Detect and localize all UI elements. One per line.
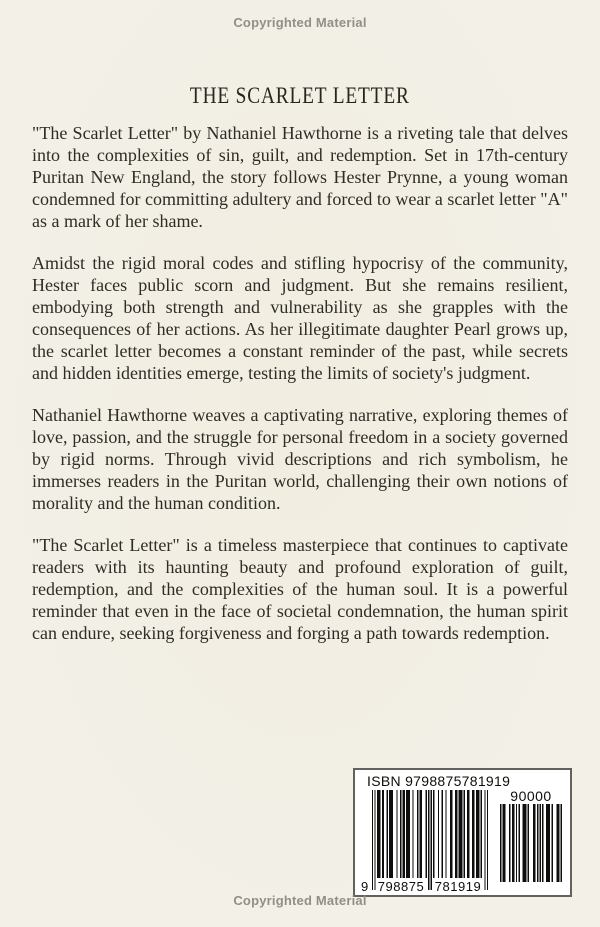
synopsis xyxy=(32,122,568,664)
book-title: THE SCARLET LETTER xyxy=(190,83,410,108)
ean13-barcode xyxy=(361,790,488,896)
synopsis-paragraph-3: Nathaniel Hawthorne weaves a captivating narrative, exploring themes of love, passion, and the struggle for personal freedom in a society governed by rigid norms. Through vivid descriptions and rich symbolism, he immerses readers in the Puritan world, challenging their own notions of morality and the human condition. xyxy=(32,405,568,513)
ean13-left-digits: 798875 xyxy=(377,879,425,894)
synopsis-paragraph-4: "The Scarlet Letter" is a timeless masterpiece that continues to captivate readers with its haunting beauty and profound exploration of guilt, redemption, and the complexities of the human soul. It is a powerful reminder that even in the face of societal condemnation, the human spirit can endure, seeking forgiveness and forging a path towards redemption. xyxy=(32,535,568,643)
ean13-right-digits: 781919 xyxy=(434,879,482,894)
ean13-barcode-svg xyxy=(372,790,488,890)
barcode-panel xyxy=(353,768,572,897)
synopsis-paragraph-1: "The Scarlet Letter" by Nathaniel Hawthorne is a riveting tale that delves into the complexities of sin, guilt, and redemption. Set in 17th-century Puritan New England, the story follows Hester Prynne, a young woman condemned for committing adultery and forced to wear a scarlet letter "A" as a mark of her shame. xyxy=(32,123,568,231)
copyrighted-material-watermark-bottom: Copyrighted Material xyxy=(233,893,367,908)
ean5-addon-barcode xyxy=(500,790,562,896)
ean5-addon-svg xyxy=(500,804,562,882)
synopsis-paragraph-2: Amidst the rigid moral codes and stifling hypocrisy of the community, Hester faces public scorn and judgment. But she remains resilient, embodying both strength and vulnerability as she grapples with the consequences of her actions. As her illegitimate daughter Pearl grows up, the scarlet letter becomes a constant reminder of the past, while secrets and hidden identities emerge, testing the limits of society's judgment. xyxy=(32,253,568,383)
book-title-heading xyxy=(0,83,600,109)
ean5-addon-value: 90000 xyxy=(510,788,552,804)
isbn-label: ISBN 9798875781919 xyxy=(367,773,511,789)
ean13-lead-digit: 9 xyxy=(361,879,369,894)
copyrighted-material-watermark-top: Copyrighted Material xyxy=(233,15,367,30)
